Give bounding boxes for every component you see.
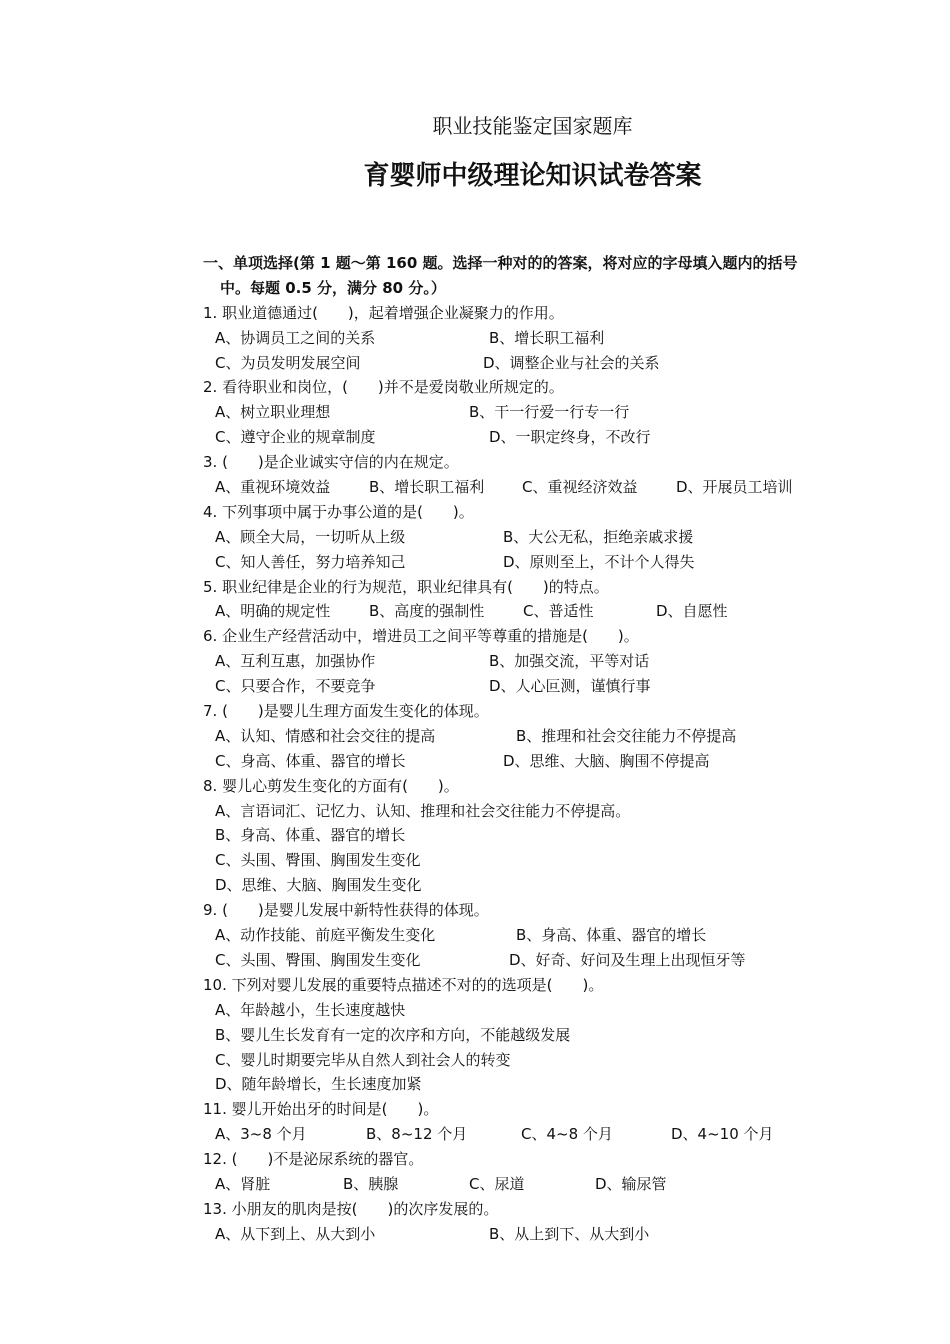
option-c: C、遵守企业的规章制度 — [215, 428, 376, 447]
option-b: B、身高、体重、器官的增长 — [215, 826, 406, 845]
question-stem: 7. ( )是婴儿生理方面发生变化的体现。 — [203, 702, 489, 721]
option-d: D、自愿性 — [656, 602, 728, 621]
option-a: A、互利互惠，加强协作 — [215, 652, 376, 671]
option-b: B、婴儿生长发育有一定的次序和方向，不能越级发展 — [215, 1025, 571, 1044]
option-row — [203, 326, 903, 351]
option-a: A、年龄越小，生长速度越快 — [215, 1000, 406, 1019]
question-stem: 4. 下列事项中属于办事公道的是( )。 — [203, 502, 474, 521]
option-c: C、婴儿时期要完毕从自然人到社会人的转变 — [215, 1050, 511, 1069]
option-row — [203, 425, 903, 450]
option-b: B、胰腺 — [343, 1174, 399, 1193]
option-d: D、开展员工培训 — [676, 478, 793, 497]
option-row — [203, 400, 903, 425]
question-stem: 13. 小朋友的肌肉是按( )的次序发展的。 — [203, 1199, 499, 1218]
question-stem: 5. 职业纪律是企业的行为规范，职业纪律具有( )的特点。 — [203, 577, 609, 596]
option-c: C、尿道 — [469, 1174, 525, 1193]
section-title: 一、单项选择(第 1 题～第 160 题。选择一种对的的答案，将对应的字母填入题内的括号 — [203, 254, 798, 272]
option-d: D、人心叵测，谨慎行事 — [489, 677, 651, 696]
option-row — [203, 923, 903, 948]
option-b: B、身高、体重、器官的增长 — [516, 926, 707, 945]
option-d: D、输尿管 — [595, 1174, 667, 1193]
option-a: A、重视环境效益 — [215, 478, 331, 497]
option-row — [203, 475, 903, 500]
option-row — [203, 1222, 903, 1247]
option-c: C、普适性 — [523, 602, 594, 621]
option-a: A、言语词汇、记忆力、认知、推理和社会交往能力不停提高。 — [215, 801, 631, 820]
option-b: B、增长职工福利 — [489, 328, 605, 347]
option-row — [203, 1122, 903, 1147]
page-title: 育婴师中级理论知识试卷答案 — [363, 161, 702, 191]
option-row — [203, 525, 903, 550]
option-b: B、大公无私，拒绝亲戚求援 — [503, 527, 694, 546]
option-row — [203, 351, 903, 376]
question-stem: 6. 企业生产经营活动中，增进员工之间平等尊重的措施是( )。 — [203, 627, 639, 646]
option-c: C、知人善任，努力培养知己 — [215, 552, 406, 571]
option-d: D、调整企业与社会的关系 — [483, 353, 660, 372]
option-row — [203, 724, 903, 749]
section-title-continued: 中。每题 0.5 分，满分 80 分。） — [220, 278, 446, 297]
question-stem: 10. 下列对婴儿发展的重要特点描述不对的的选项是( )。 — [203, 975, 604, 994]
option-b: B、推理和社会交往能力不停提高 — [516, 726, 737, 745]
option-b: B、8~12 个月 — [366, 1125, 468, 1144]
question-stem: 3. ( )是企业诚实守信的内在规定。 — [203, 453, 459, 472]
option-c: C、身高、体重、器官的增长 — [215, 751, 406, 770]
question-stem: 12. ( )不是泌尿系统的器官。 — [203, 1150, 424, 1169]
option-c: C、只要合作，不要竞争 — [215, 677, 376, 696]
option-d: D、一职定终身，不改行 — [489, 428, 651, 447]
option-a: A、树立职业理想 — [215, 403, 331, 422]
option-c: C、重视经济效益 — [522, 478, 638, 497]
option-b: B、干一行爱一行专一行 — [469, 403, 630, 422]
option-c: C、头围、臀围、胸围发生变化 — [215, 851, 421, 870]
option-d: D、好奇、好问及生理上出现恒牙等 — [509, 950, 746, 969]
question-stem: 1. 职业道德通过( )，起着增强企业凝聚力的作用。 — [203, 303, 564, 322]
question-stem: 8. 婴儿心剪发生变化的方面有( )。 — [203, 776, 459, 795]
option-d: D、原则至上，不计个人得失 — [503, 552, 695, 571]
question-stem: 2. 看待职业和岗位，( )并不是爱岗敬业所规定的。 — [203, 378, 564, 397]
option-c: C、头围、臀围、胸围发生变化 — [215, 950, 421, 969]
page-subtitle: 职业技能鉴定国家题库 — [432, 114, 633, 138]
option-a: A、肾脏 — [215, 1174, 271, 1193]
option-row — [203, 599, 903, 624]
option-c: C、4~8 个月 — [521, 1125, 613, 1144]
question-list — [203, 251, 903, 1247]
option-d: D、随年龄增长，生长速度加紧 — [215, 1075, 422, 1094]
option-c: C、为员发明发展空间 — [215, 353, 361, 372]
option-row — [203, 674, 903, 699]
question-stem: 9. ( )是婴儿发展中新特性获得的体现。 — [203, 901, 489, 920]
option-row — [203, 649, 903, 674]
option-d: D、4~10 个月 — [671, 1125, 774, 1144]
option-d: D、思维、大脑、胸围发生变化 — [215, 876, 422, 895]
option-b: B、高度的强制性 — [369, 602, 485, 621]
option-b: B、增长职工福利 — [369, 478, 485, 497]
option-row — [203, 550, 903, 575]
option-b: B、从上到下、从大到小 — [489, 1224, 650, 1243]
option-row — [203, 749, 903, 774]
option-a: A、明确的规定性 — [215, 602, 331, 621]
option-b: B、加强交流，平等对话 — [489, 652, 650, 671]
option-a: A、动作技能、前庭平衡发生变化 — [215, 926, 436, 945]
option-a: A、协调员工之间的关系 — [215, 328, 376, 347]
option-d: D、思维、大脑、胸围不停提高 — [503, 751, 710, 770]
option-a: A、顾全大局，一切听从上级 — [215, 527, 406, 546]
option-row — [203, 1172, 903, 1197]
option-a: A、从下到上、从大到小 — [215, 1224, 376, 1243]
option-a: A、认知、情感和社会交往的提高 — [215, 726, 436, 745]
option-a: A、3~8 个月 — [215, 1125, 307, 1144]
question-stem: 11. 婴儿开始出牙的时间是( )。 — [203, 1100, 439, 1119]
option-row — [203, 948, 903, 973]
